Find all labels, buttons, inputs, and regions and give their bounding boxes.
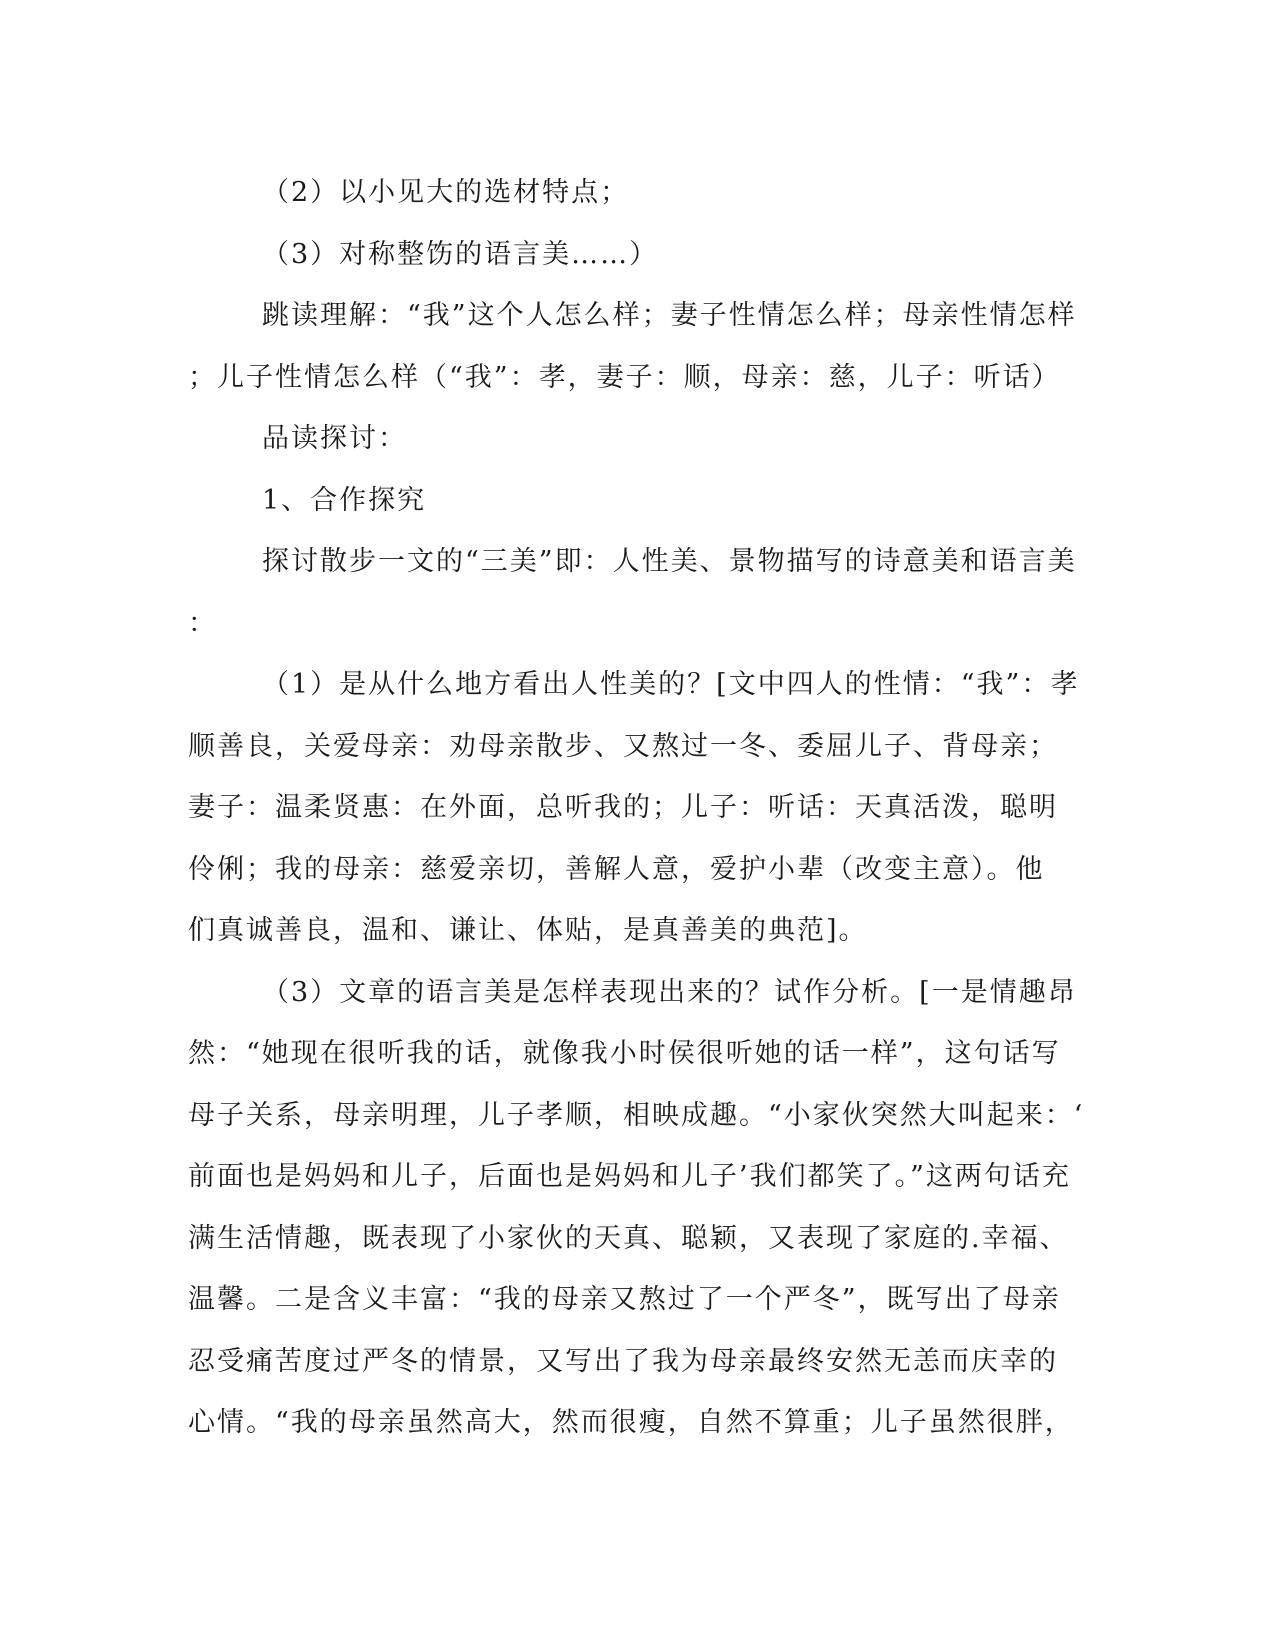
text-line: 然：“她现在很听我的话，就像我小时侯很听她的话一样”，这句话写 (188, 1038, 1061, 1069)
text-line: 伶俐；我的母亲：慈爱亲切，善解人意，爱护小辈（改变主意）。他 (188, 853, 1045, 885)
text-line: 品读探讨： (262, 423, 407, 454)
text-line: 跳读理解：“我”这个人怎么样；妻子性情怎么样；母亲性情怎样 (262, 300, 1077, 331)
text-line: 1、合作探究 (262, 484, 427, 516)
text-line: ；儿子性情怎么样（“我”：孝，妻子：顺，母亲：慈，儿子：听话） (188, 361, 1061, 393)
text-line: 忍受痛苦度过严冬的情景，又写出了我为母亲最终安然无恙而庆幸的 (188, 1345, 1058, 1377)
text-line: （3）文章的语言美是怎样表现出来的？试作分析。[一是情趣昂 (262, 976, 1077, 1008)
text-line: 探讨散步一文的“三美”即：人性美、景物描写的诗意美和语言美 (262, 546, 1077, 577)
text-line: 前面也是妈妈和儿子，后面也是妈妈和儿子’我们都笑了。”这两句话充 (188, 1161, 1071, 1192)
body-text (188, 162, 1083, 1454)
text-line: 温馨。二是含义丰富：“我的母亲又熬过了一个严冬”，既写出了母亲 (188, 1284, 1061, 1315)
text-line: 们真诚善良，温和、谦让、体贴，是真善美的典范]。 (188, 915, 868, 946)
text-line: 心情。“我的母亲虽然高大，然而很瘦，自然不算重；儿子虽然很胖， (188, 1407, 1074, 1438)
text-line: 顺善良，关爱母亲：劝母亲散步、又熬过一冬、委屈儿子、背母亲； (188, 730, 1058, 762)
text-line: （2）以小见大的选材特点； (262, 177, 630, 208)
text-line: （1）是从什么地方看出人性美的？[文中四人的性情：“我”：孝 (262, 669, 1080, 700)
text-line: （3）对称整饬的语言美……） (262, 238, 659, 270)
text-line: 妻子：温柔贤惠：在外面，总听我的；儿子：听话：天真活泼，聪明 (188, 792, 1058, 823)
text-line: ： (188, 607, 217, 639)
text-line: 母子关系，母亲明理，儿子孝顺，相映成趣。“小家伙突然大叫起来：‘ (188, 1099, 1085, 1131)
text-line: 满生活情趣，既表现了小家伙的天真、聪颖，又表现了家庭的.幸福、 (188, 1222, 1069, 1254)
